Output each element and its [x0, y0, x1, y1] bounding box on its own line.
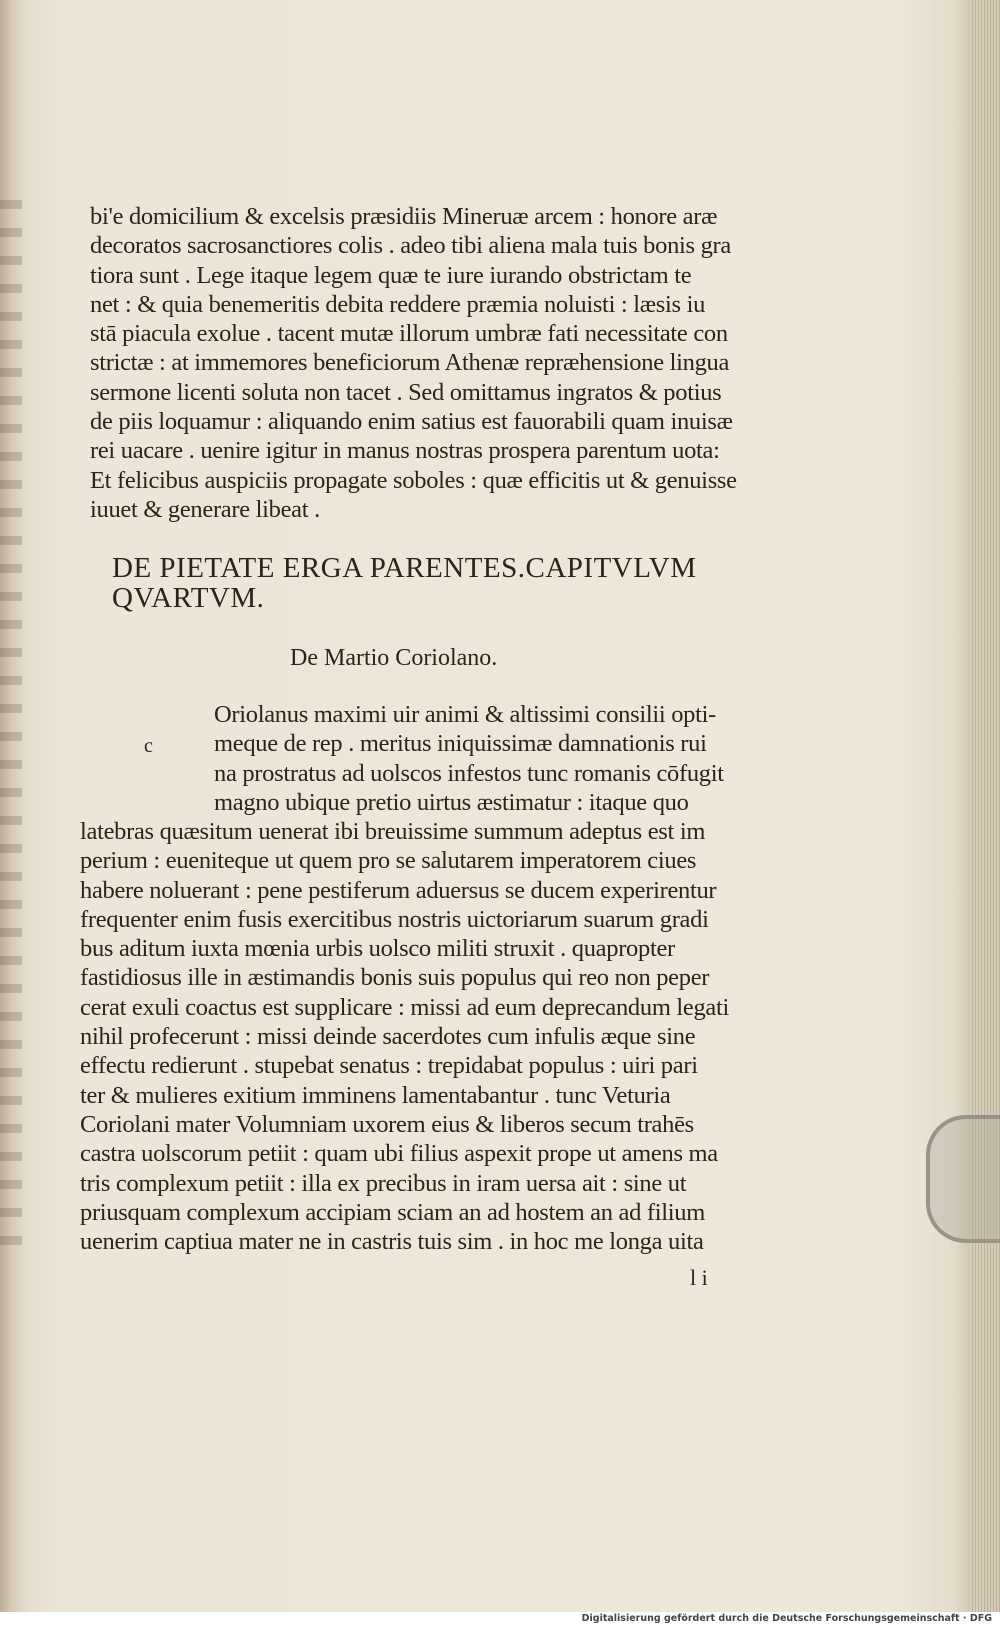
text-line: iuuet & generare libeat .: [90, 495, 320, 523]
section-subheading: De Martio Coriolano.: [290, 645, 498, 671]
text-line: decoratos sacrosanctiores colis . adeo tibi aliena mala tuis bonis gra: [90, 232, 731, 260]
text-line: bi'e domicilium & excelsis præsidiis Mineruæ arcem : honore aræ: [90, 203, 718, 230]
text-line: Oriolanus maximi uir animi & altissimi consilii opti-: [214, 701, 716, 728]
heading-line: DE PIETATE ERGA PARENTES.CAPITVLVM: [112, 552, 697, 584]
text-line: Et felicibus auspiciis propagate soboles : quæ efficitis ut & genuisse: [90, 466, 737, 494]
heading-line: QVARTVM.: [112, 582, 265, 614]
text-line: Coriolani mater Volumniam uxorem eius & liberos secum trahēs: [80, 1110, 694, 1138]
text-line: na prostratus ad uolscos infestos tunc romanis cōfugit: [214, 759, 724, 787]
text-line: strictæ : at immemores beneficiorum Athenæ repræhensione lingua: [90, 349, 730, 377]
text-line: uenerim captiua mater ne in castris tuis sim . in hoc me longa uita: [80, 1228, 704, 1256]
text-line: stā piacula exolue . tacent mutæ illorum umbræ fati necessitate con: [90, 320, 728, 348]
text-line: effectu redierunt . stupebat senatus : trepidabat populus : uiri pari: [80, 1052, 698, 1080]
text-line: perium : eueniteque ut quem pro se salutarem imperatorem ciues: [80, 847, 697, 875]
text-line: latebras quæsitum uenerat ibi breuissime summum adeptus est im: [80, 818, 706, 845]
footer-bar: [0, 1612, 1000, 1626]
guide-letter: c: [144, 735, 153, 757]
paragraph-top: [90, 202, 760, 524]
text-line: priusquam complexum accipiam sciam an ad hostem an ad filium: [80, 1198, 705, 1226]
text-line: nihil profecerunt : missi deinde sacerdotes cum infulis æque sine: [80, 1023, 696, 1051]
bleed-through-margin: [0, 200, 22, 1260]
text-line: habere noluerant : pene pestiferum aduersus se ducem experirentur: [80, 876, 717, 904]
text-line: cerat exuli coactus est supplicare : missi ad eum deprecandum legati: [80, 993, 730, 1021]
paragraph-indented: [214, 700, 724, 817]
text-line: de piis loquamur : aliquando enim satius est fauorabili quam inuisæ: [90, 408, 733, 436]
text-line: frequenter enim fusis exercitibus nostris uictoriarum suarum gradi: [80, 905, 709, 933]
text-line: tris complexum petiit : illa ex precibus in iram uersa ait : sine ut: [80, 1169, 687, 1197]
text-line: rei uacare . uenire igitur in manus nostras prospera parentum uota:: [90, 437, 720, 465]
chapter-heading: [112, 553, 712, 613]
text-line: ter & mulieres exitium imminens lamentabantur . tunc Veturia: [80, 1081, 671, 1109]
page-clip: [926, 1115, 1000, 1243]
text-line: tiora sunt . Lege itaque legem quæ te iure iurando obstrictam te: [90, 261, 692, 289]
text-line: sermone licenti soluta non tacet . Sed omittamus ingratos & potius: [90, 378, 722, 406]
text-line: castra uolscorum petiit : quam ubi filius aspexit prope ut amens ma: [80, 1140, 718, 1168]
text-line: magno ubique pretio uirtus æstimatur : itaque quo: [214, 788, 689, 816]
text-line: net : & quia benemeritis debita reddere præmia noluisti : læsis iu: [90, 290, 706, 318]
page-edges: [970, 0, 1000, 1612]
text-line: meque de rep . meritus iniquissimæ damnationis rui: [214, 730, 707, 758]
paragraph-body: [80, 817, 729, 1256]
signature-mark: l i: [690, 1265, 708, 1290]
text-line: bus aditum iuxta mœnia urbis uolsco militi struxit . quapropter: [80, 935, 675, 963]
dfg-credit: Digitalisierung gefördert durch die Deutsche Forschungsgemeinschaft · DFG: [581, 1613, 992, 1624]
text-line: fastidiosus ille in æstimandis bonis suis populus qui reo non peper: [80, 964, 710, 992]
